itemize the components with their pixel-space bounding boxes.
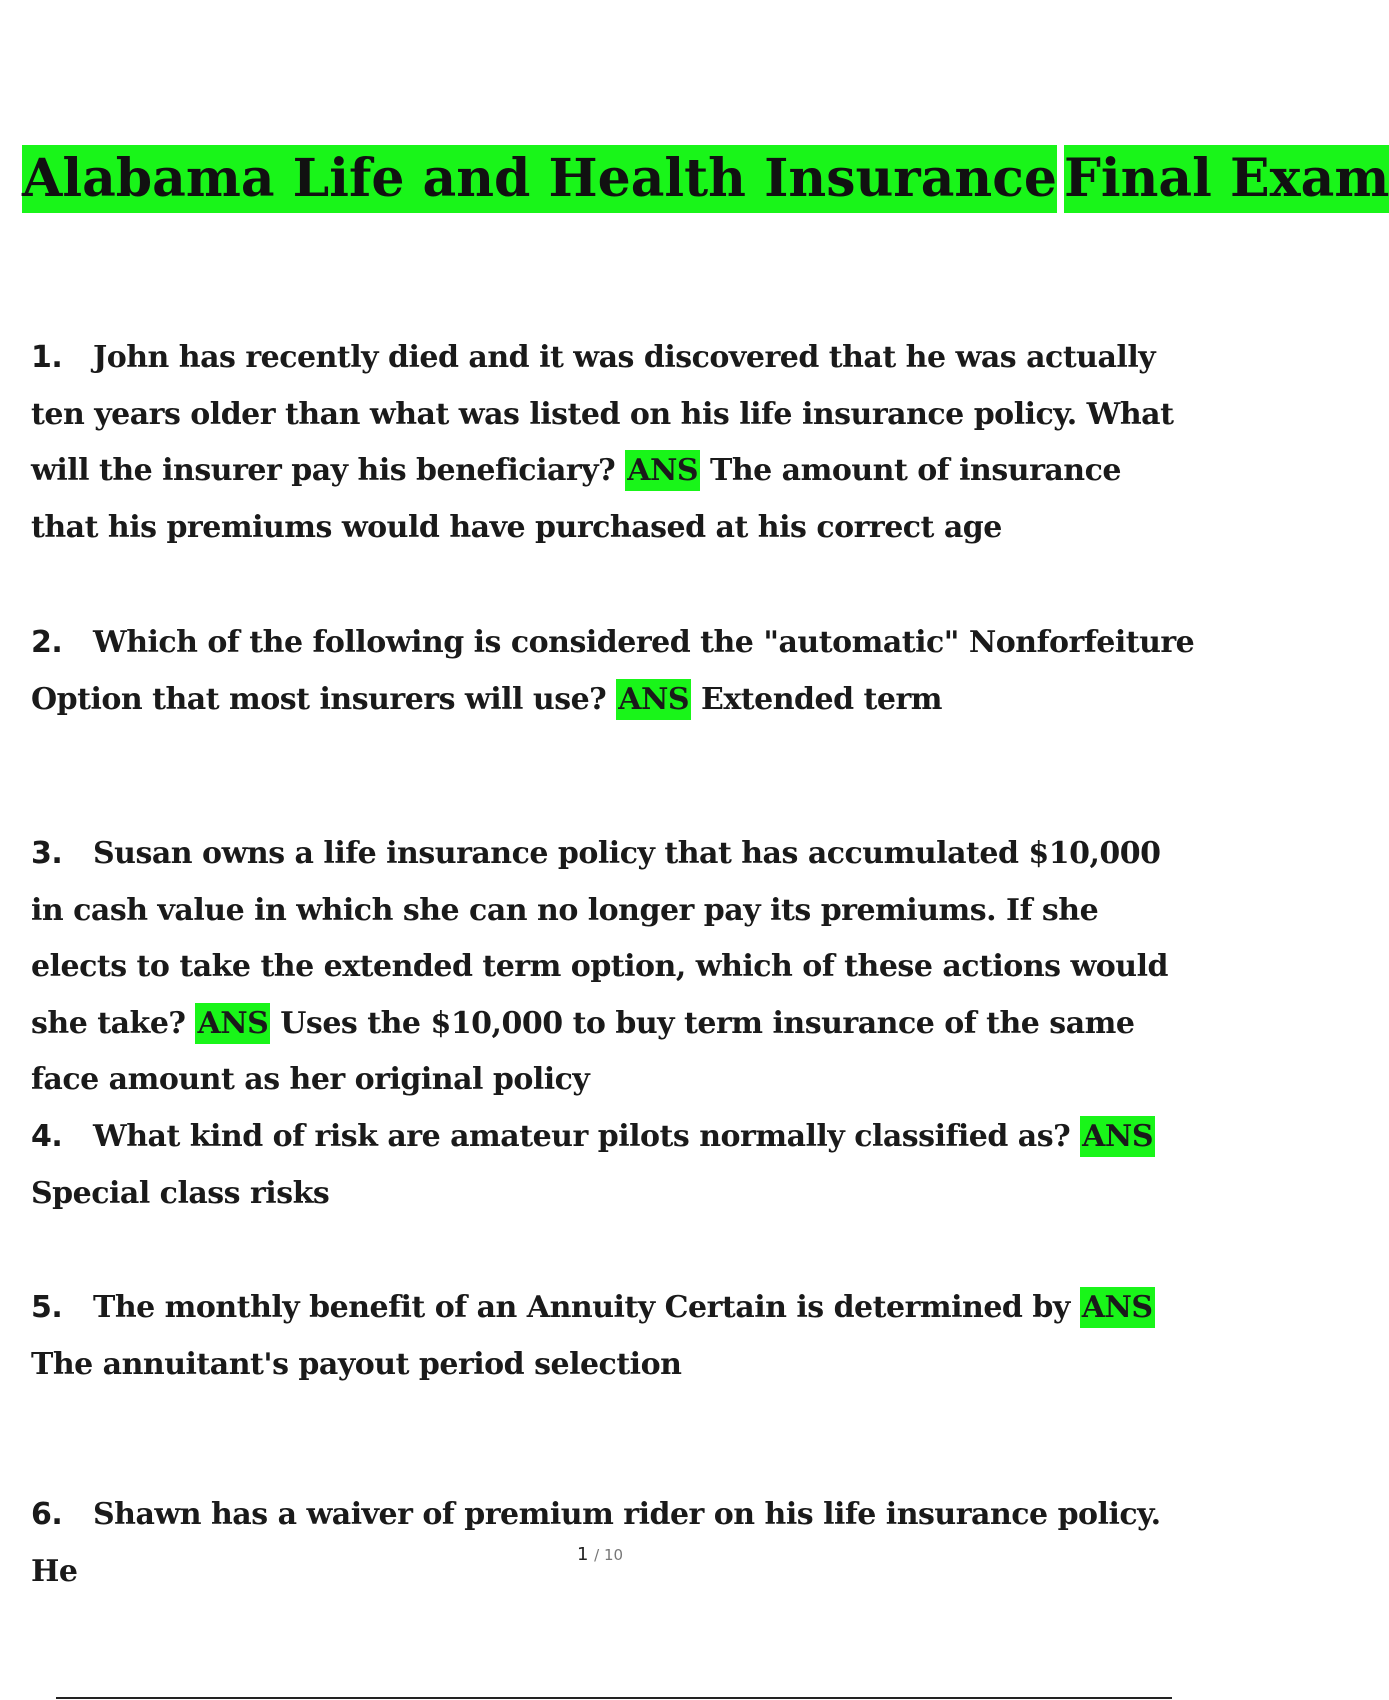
- answer-text: Uses the $10,000 to buy term insurance of the same face amount as her original policy: [31, 1005, 1135, 1097]
- title-highlight-part1: Alabama Life and Health Insurance: [22, 145, 1057, 213]
- question-number: 5.: [31, 1290, 63, 1325]
- question-number: 4.: [31, 1119, 63, 1154]
- question-text: Shawn has a waiver of premium rider on his life insurance policy. He: [31, 1497, 1161, 1589]
- question-item: [31, 826, 1196, 1109]
- question-item: [31, 615, 1196, 728]
- answer-text: Extended term: [701, 681, 943, 717]
- question-item: [31, 1280, 1196, 1393]
- question-item: [31, 330, 1196, 556]
- answer-text: Special class risks: [31, 1175, 330, 1211]
- page-counter: [0, 1544, 1200, 1565]
- page-bottom-divider: [56, 1697, 1172, 1699]
- question-number: 2.: [31, 625, 63, 660]
- question-text: What kind of risk are amateur pilots normally classified as?: [93, 1119, 1071, 1154]
- current-page: 1: [576, 1544, 589, 1565]
- answer-tag: ANS: [625, 450, 700, 491]
- question-text: The monthly benefit of an Annuity Certain is determined by: [93, 1290, 1070, 1325]
- question-item: [31, 1109, 1196, 1222]
- answer-tag: ANS: [1080, 1116, 1155, 1157]
- question-number: 3.: [31, 836, 63, 871]
- title-highlight-part2: Final Exam: [1064, 145, 1389, 213]
- answer-text: The amount of insurance that his premiums would have purchased at his correct age: [31, 453, 1121, 545]
- question-number: 1.: [31, 340, 63, 375]
- question-text: John has recently died and it was discovered that he was actually ten years older than what was listed on his life insurance policy. What will the insurer pay his beneficiary?: [31, 340, 1174, 488]
- answer-tag: ANS: [616, 679, 691, 720]
- question-text: Susan owns a life insurance policy that has accumulated $10,000 in cash value in which she can no longer pay its premiums. If she elects to take the extended term option, which of these actions would she take?: [31, 836, 1168, 1041]
- answer-tag: ANS: [1080, 1287, 1155, 1328]
- question-number: 6.: [31, 1497, 63, 1532]
- total-pages: 10: [603, 1546, 624, 1564]
- answer-tag: ANS: [195, 1003, 270, 1044]
- page-separator: /: [594, 1546, 600, 1564]
- document-title: [22, 145, 1389, 213]
- answer-text: The annuitant's payout period selection: [31, 1346, 682, 1382]
- question-text: Which of the following is considered the "automatic" Nonforfeiture Option that most insurers will use?: [31, 625, 1195, 717]
